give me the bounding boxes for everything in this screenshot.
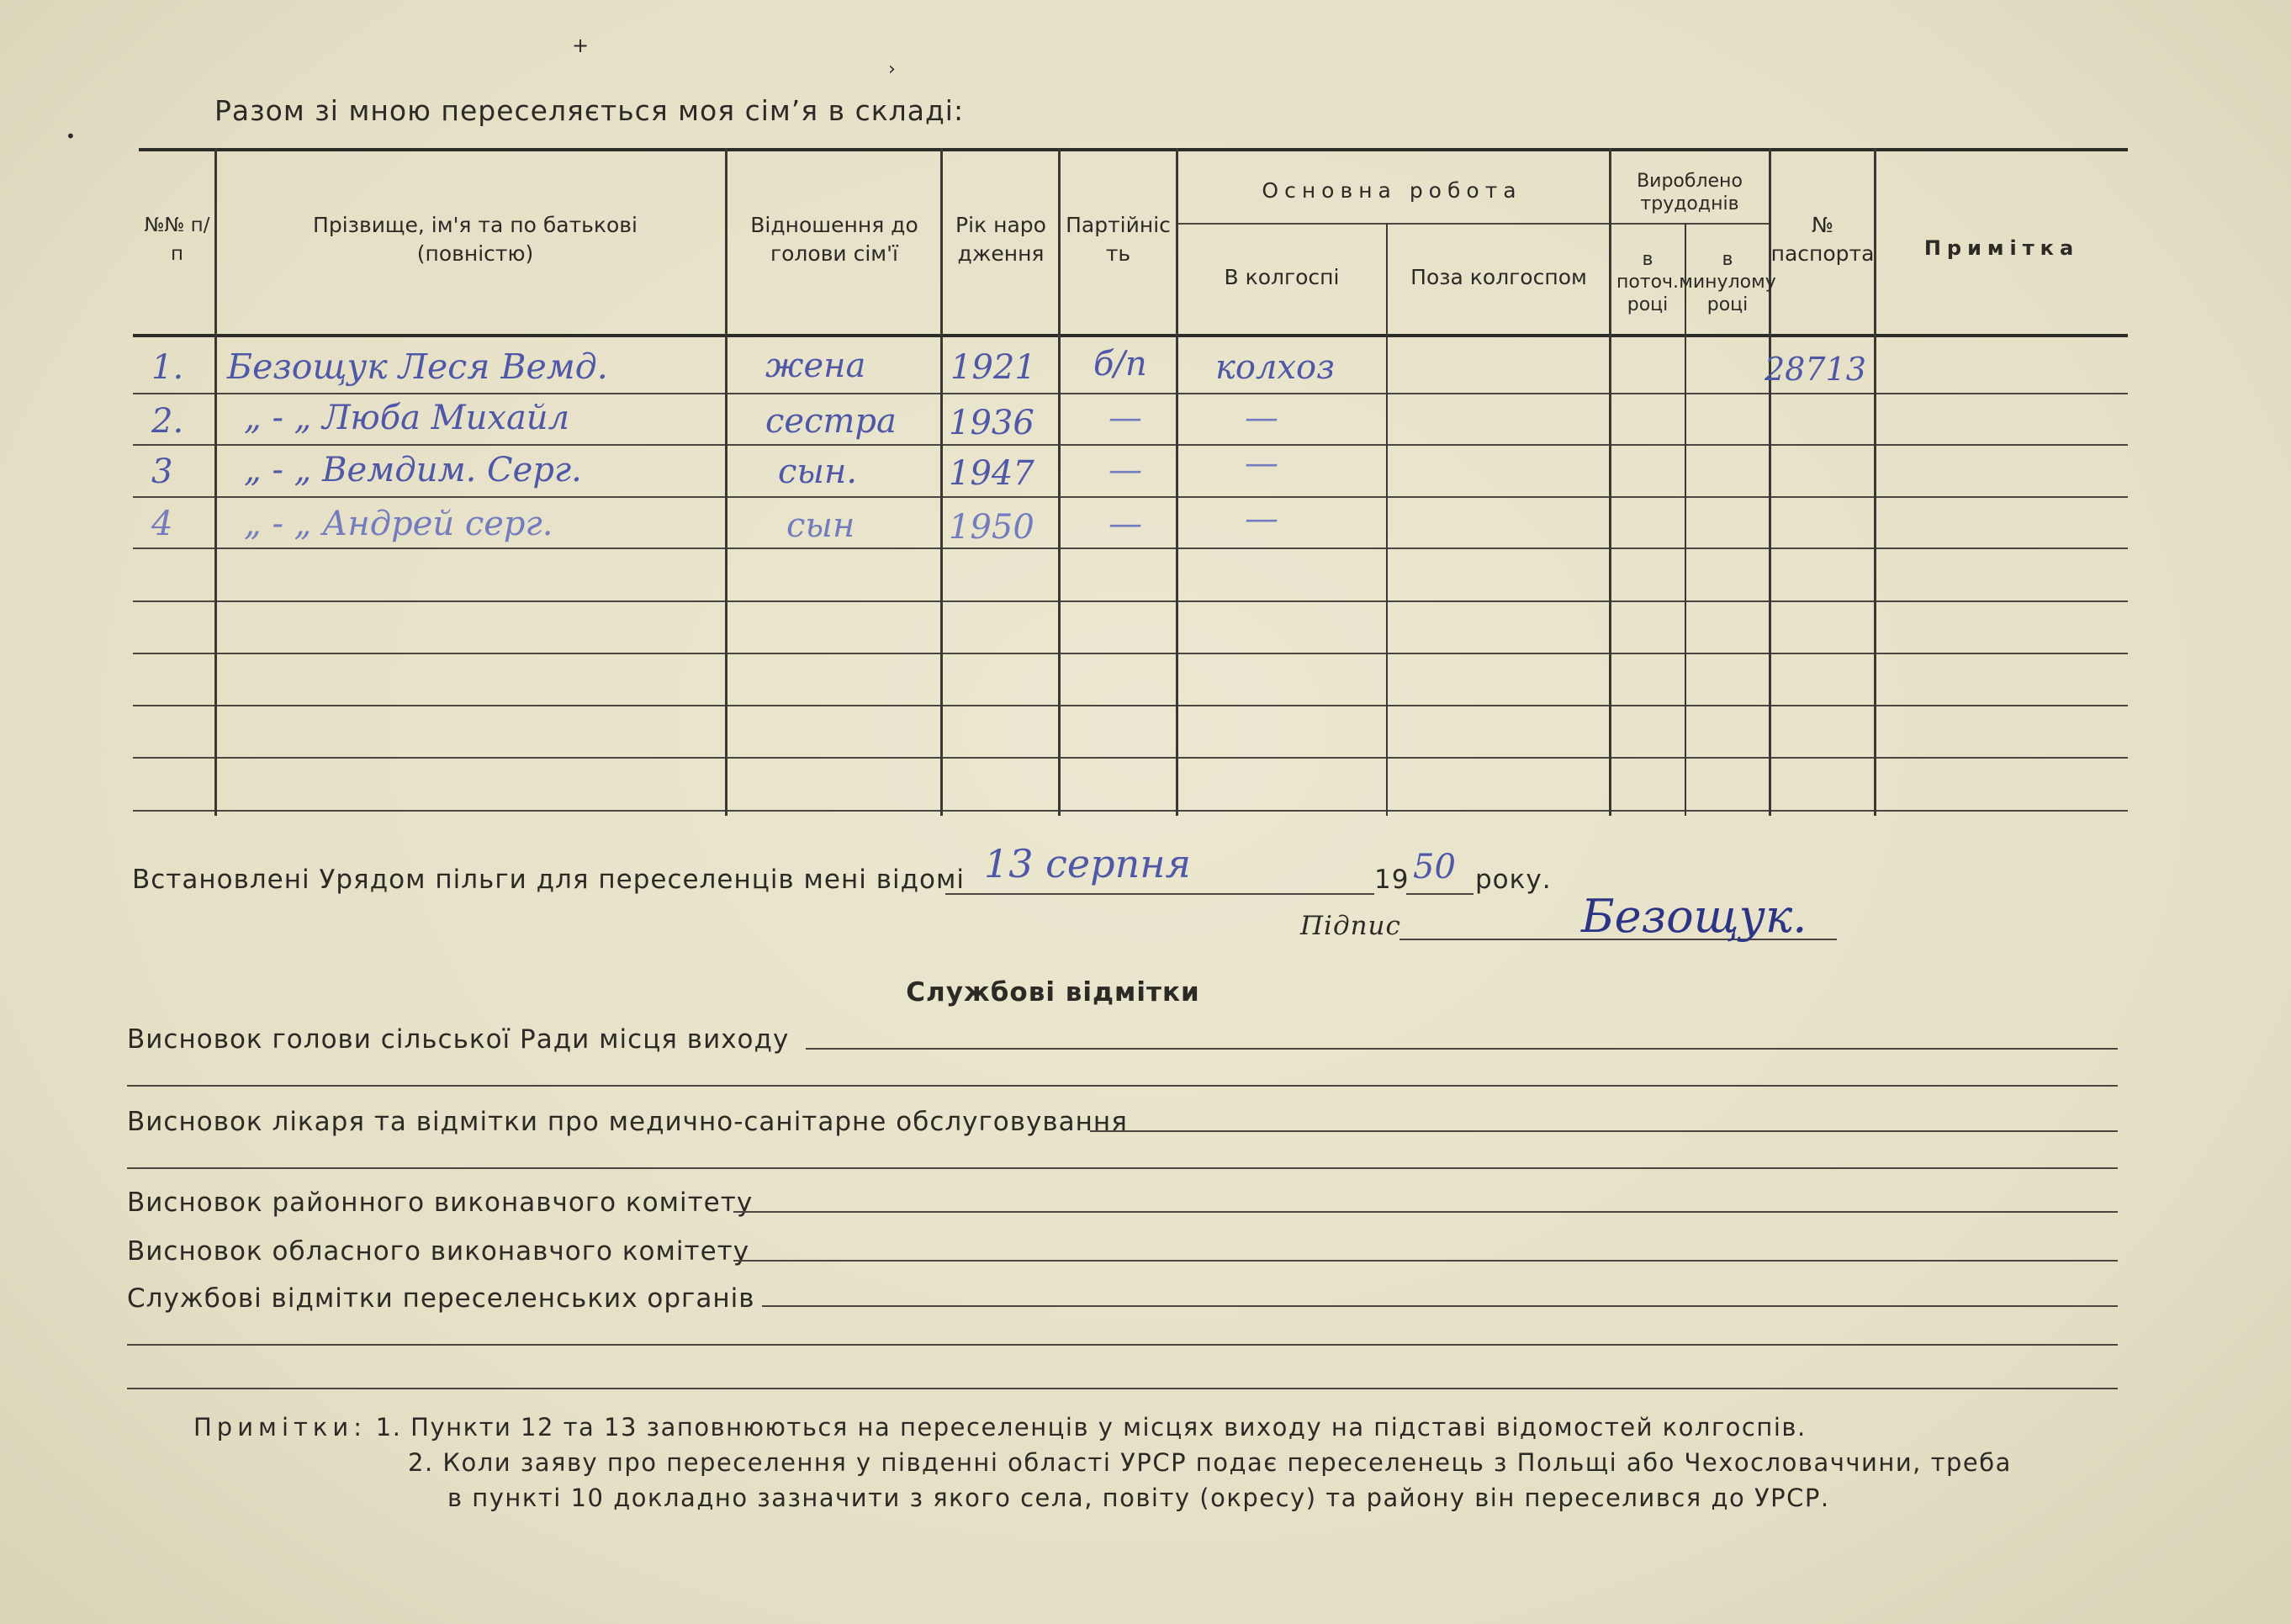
row-4-work: — [1245, 500, 1278, 538]
benefits-text: Встановлені Урядом пільги для переселенців мені відомі [132, 865, 966, 895]
header-num: №№ п/п [144, 214, 210, 265]
row-2-relation: сестра [765, 402, 897, 441]
row-line [133, 810, 2128, 812]
table-header-bottom-border [133, 334, 2128, 337]
row-2-birth: 1936 [949, 404, 1034, 442]
row-line [133, 393, 2128, 394]
official-line-2: Висновок лікаря та відмітки про медично-санітарне обслуговування [127, 1107, 1128, 1137]
header-birth: Рік народження [955, 213, 1046, 266]
col-line [1176, 148, 1178, 816]
main-work-divider [1176, 223, 1609, 225]
official-underline-2 [1090, 1130, 2118, 1132]
official-title: Службові відмітки [906, 977, 1200, 1008]
header-outside-kolkhoz: Поза колгоспом [1410, 265, 1587, 289]
year-underline [1406, 893, 1474, 895]
row-4-name: „ - „ Андрей серг. [244, 505, 553, 543]
header-name: Прізвище, ім'я та по батькові (повністю) [313, 213, 638, 266]
row-1-passport: 28713 [1765, 351, 1866, 388]
col-line [940, 148, 943, 816]
header-relation: Відношення до голови сім'ї [750, 213, 918, 266]
row-3-work: — [1245, 444, 1278, 483]
paper-speck: › [888, 59, 896, 80]
year-prefix: 19 [1374, 865, 1410, 895]
row-1-work: колхоз [1215, 348, 1335, 387]
signature-hw: Безощук. [1581, 890, 1807, 943]
row-line [133, 600, 2128, 602]
date-underline [945, 893, 1374, 895]
row-1-relation: жена [765, 346, 866, 385]
notes-line-1 [193, 1413, 1807, 1441]
header-last-year: в минулому році [1679, 249, 1776, 315]
official-underline-5b [127, 1344, 2118, 1346]
row-1-party: б/п [1093, 345, 1147, 384]
header-in-kolkhoz: В колгоспі [1224, 265, 1340, 289]
header-main-work: Основна робота [1262, 178, 1522, 203]
official-underline-1b [127, 1085, 2118, 1087]
row-2-party: — [1108, 399, 1142, 437]
col-line [1874, 148, 1876, 816]
note-2a: 2. Коли заяву про переселення у південні області УРСР подає переселенець з Польщі або Чехословаччини, треба [408, 1448, 2012, 1477]
header-current-year: в поточ. році [1616, 248, 1680, 315]
official-line-1: Висновок голови сільської Ради місця виходу [127, 1024, 790, 1055]
header-note: Примітка [1923, 236, 2080, 260]
header-workdays: Вироблено трудоднів [1637, 171, 1743, 214]
official-underline-4 [733, 1260, 2118, 1262]
row-3-name: „ - „ Вемдим. Серг. [244, 451, 582, 489]
col-line [214, 148, 217, 816]
official-line-4: Висновок обласного виконавчого комітету [127, 1236, 750, 1267]
row-4-birth: 1950 [949, 508, 1034, 547]
paper-speck: + [572, 34, 590, 57]
intro-text: Разом зі мною переселяється моя сім’я в складі: [214, 94, 965, 127]
col-line [1386, 223, 1388, 816]
workdays-divider [1609, 223, 1769, 225]
official-underline-5 [762, 1305, 2118, 1307]
notes-label: Примітки: [193, 1413, 368, 1441]
row-1-num: 1. [151, 348, 184, 387]
row-line [133, 444, 2128, 446]
official-underline-3 [733, 1211, 2118, 1213]
official-underline-2b [127, 1167, 2118, 1169]
row-3-num: 3 [151, 452, 173, 491]
note-2b: в пункті 10 докладно зазначити з якого села, повіту (окресу) та району він переселився до УРСР. [447, 1484, 1830, 1512]
row-4-relation: сын [786, 506, 855, 545]
header-party: Партійність [1066, 213, 1171, 266]
header-passport: № паспорта [1770, 213, 1875, 266]
row-line [133, 705, 2128, 706]
signature-label: Підпис [1300, 911, 1401, 941]
official-underline-1 [806, 1048, 2118, 1050]
official-line-5: Службові відмітки переселенських органів [127, 1283, 755, 1314]
row-line [133, 548, 2128, 549]
official-line-3: Висновок районного виконавчого комітету [127, 1188, 754, 1218]
paper-speck: • [66, 126, 76, 146]
note-1: 1. Пункти 12 та 13 заповнюються на переселенців у місцях виходу на підставі відомостей колгоспів. [375, 1413, 1807, 1441]
row-line [133, 653, 2128, 654]
row-3-relation: сын. [778, 452, 858, 491]
row-1-birth: 1921 [950, 348, 1036, 387]
official-underline-5c [127, 1388, 2118, 1389]
row-line [133, 496, 2128, 498]
col-line [1058, 148, 1061, 816]
benefits-date-hw: 13 серпня [984, 841, 1191, 886]
year-hw: 50 [1413, 848, 1456, 886]
row-1-name: Безощук Леся Вемд. [227, 346, 608, 387]
row-2-name: „ - „ Люба Михайл [244, 399, 570, 437]
row-2-num: 2. [151, 402, 184, 441]
row-line [133, 757, 2128, 759]
row-4-party: — [1108, 505, 1142, 543]
row-3-party: — [1108, 451, 1142, 489]
table-top-border [139, 148, 2128, 151]
row-3-birth: 1947 [949, 454, 1034, 493]
year-suffix: року. [1475, 865, 1552, 895]
row-4-num: 4 [151, 505, 173, 543]
col-line [725, 148, 728, 816]
row-2-work: — [1245, 399, 1278, 437]
